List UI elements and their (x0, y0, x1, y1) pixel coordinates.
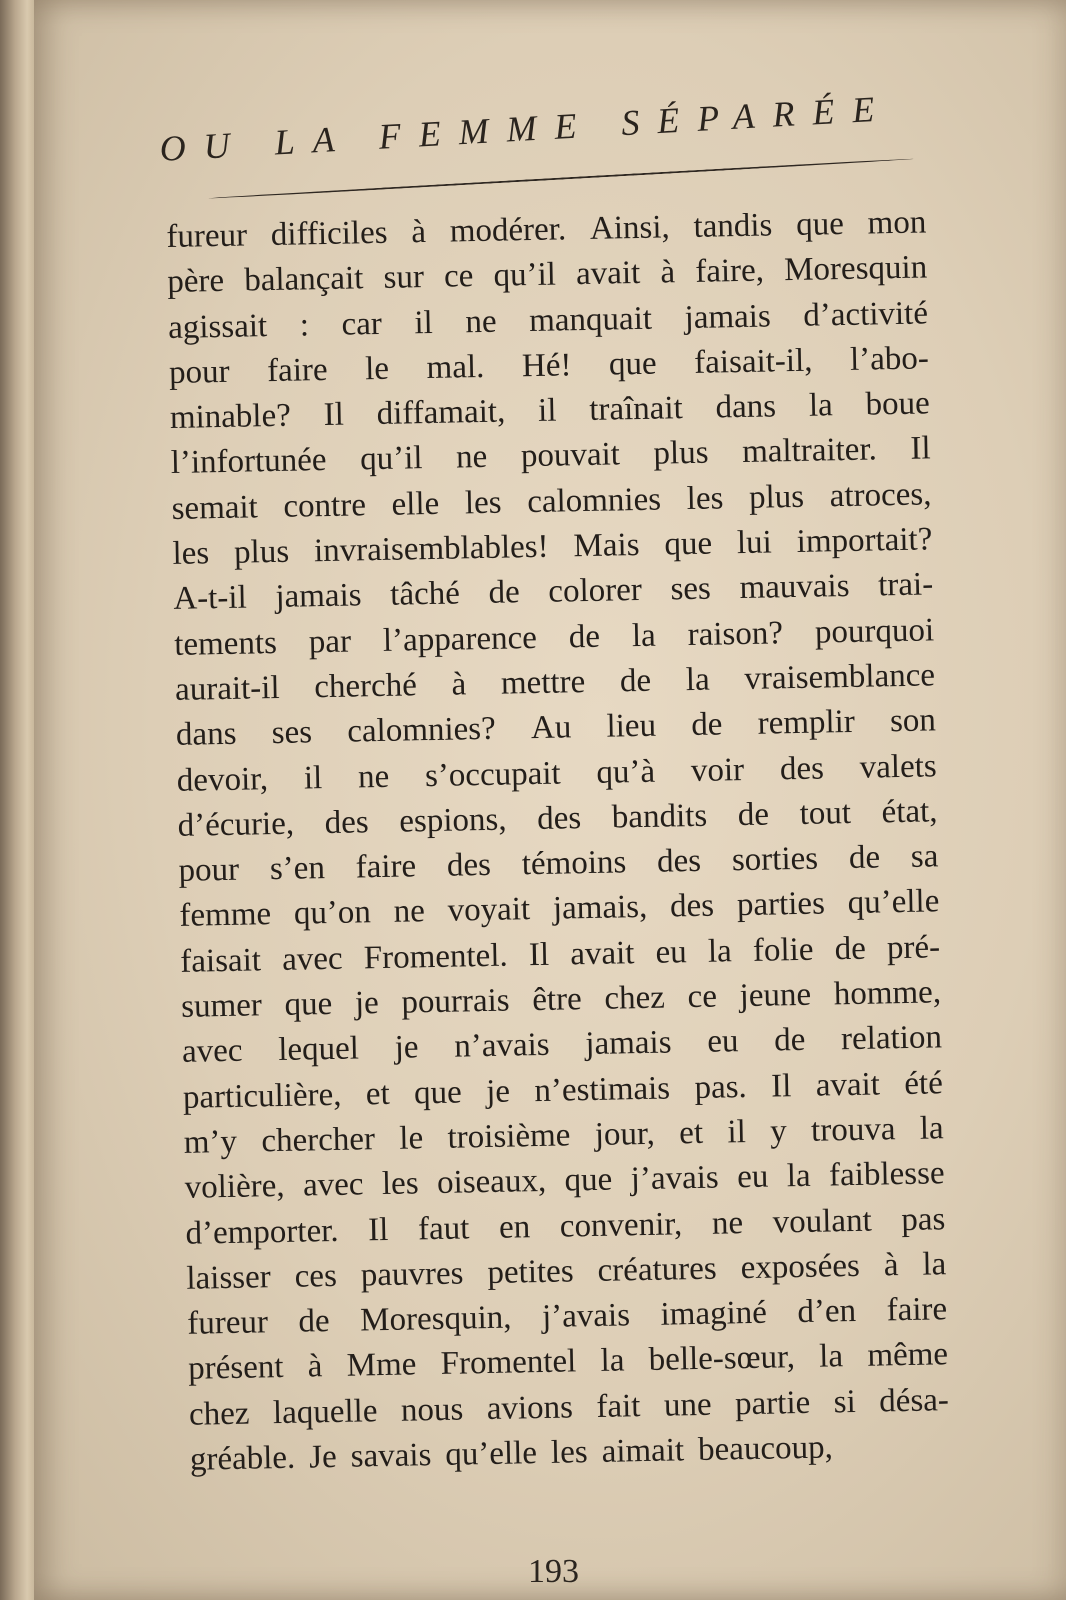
running-head-rule (209, 158, 914, 199)
text-line: pour s’en faire des témoins des sorties de sa (178, 838, 939, 890)
text-line: père balançait sur ce qu’il avait à faire, Moresquin (166, 249, 928, 301)
text-line: faisait avec Fromentel. Il avait eu la folie de pré- (179, 929, 941, 980)
text-line: chez laquelle nous avions fait une partie si désa- (188, 1381, 950, 1433)
text-line: particulière, et que je n’estimais pas. Il avait été (182, 1064, 944, 1116)
text-line: d’emporter. Il faut en convenir, ne voulant pas (185, 1200, 946, 1252)
text-line: gréable. Je savais qu’elle les aimait beaucoup, (189, 1429, 834, 1478)
text-line: laisser ces pauvres petites créatures exposées à la (186, 1246, 947, 1297)
text-line: volière, avec les oiseaux, que j’avais eu la faiblesse (184, 1155, 945, 1207)
text-line: l’infortunée qu’il ne pouvait plus maltraiter. Il (170, 430, 931, 482)
text-line: les plus invraisemblables! Mais que lui importait? (172, 521, 933, 573)
text-line: agissait : car il ne manquait jamais d’activité (167, 294, 929, 346)
text-line: femme qu’on ne voyait jamais, des parties qu’elle (179, 883, 940, 935)
text-line: présent à Mme Fromentel la belle-sœur, la même (187, 1336, 949, 1388)
text-line: dans ses calomnies? Au lieu de remplir son (175, 702, 937, 754)
text-line: avec lequel je n’avais jamais eu de relation (181, 1019, 943, 1071)
text-line: tements par l’apparence de la raison? pourquoi (173, 612, 935, 663)
text-line: A-t-il jamais tâché de colorer ses mauvais trai- (173, 566, 934, 618)
body-text (166, 200, 950, 1483)
text-line: semait contre elle les calomnies les plus atroces, (171, 476, 932, 527)
text-line: minable? Il diffamait, il traînait dans la boue (169, 385, 931, 437)
book-spine-edge (0, 0, 34, 1600)
text-line: fureur de Moresquin, j’avais imaginé d’en faire (186, 1291, 948, 1342)
text-line: fureur difficiles à modérer. Ainsi, tandis que mon (166, 204, 927, 255)
running-head-title: OU LA FEMME SÉPARÉE (158, 88, 894, 169)
book-page (28, 0, 1066, 1600)
page-number: 193 (528, 1553, 579, 1590)
text-line: aurait-il cherché à mettre de la vraisemblance (174, 657, 936, 708)
text-line: pour faire le mal. Hé! que faisait-il, l’abo- (168, 340, 930, 391)
text-line: devoir, il ne s’occupait qu’à voir des valets (176, 747, 938, 799)
text-line: m’y chercher le troisième jour, et il y trouva la (183, 1110, 944, 1161)
text-line: d’écurie, des espions, des bandits de tout état, (177, 793, 938, 844)
text-line: sumer que je pourrais être chez ce jeune homme, (180, 974, 942, 1025)
